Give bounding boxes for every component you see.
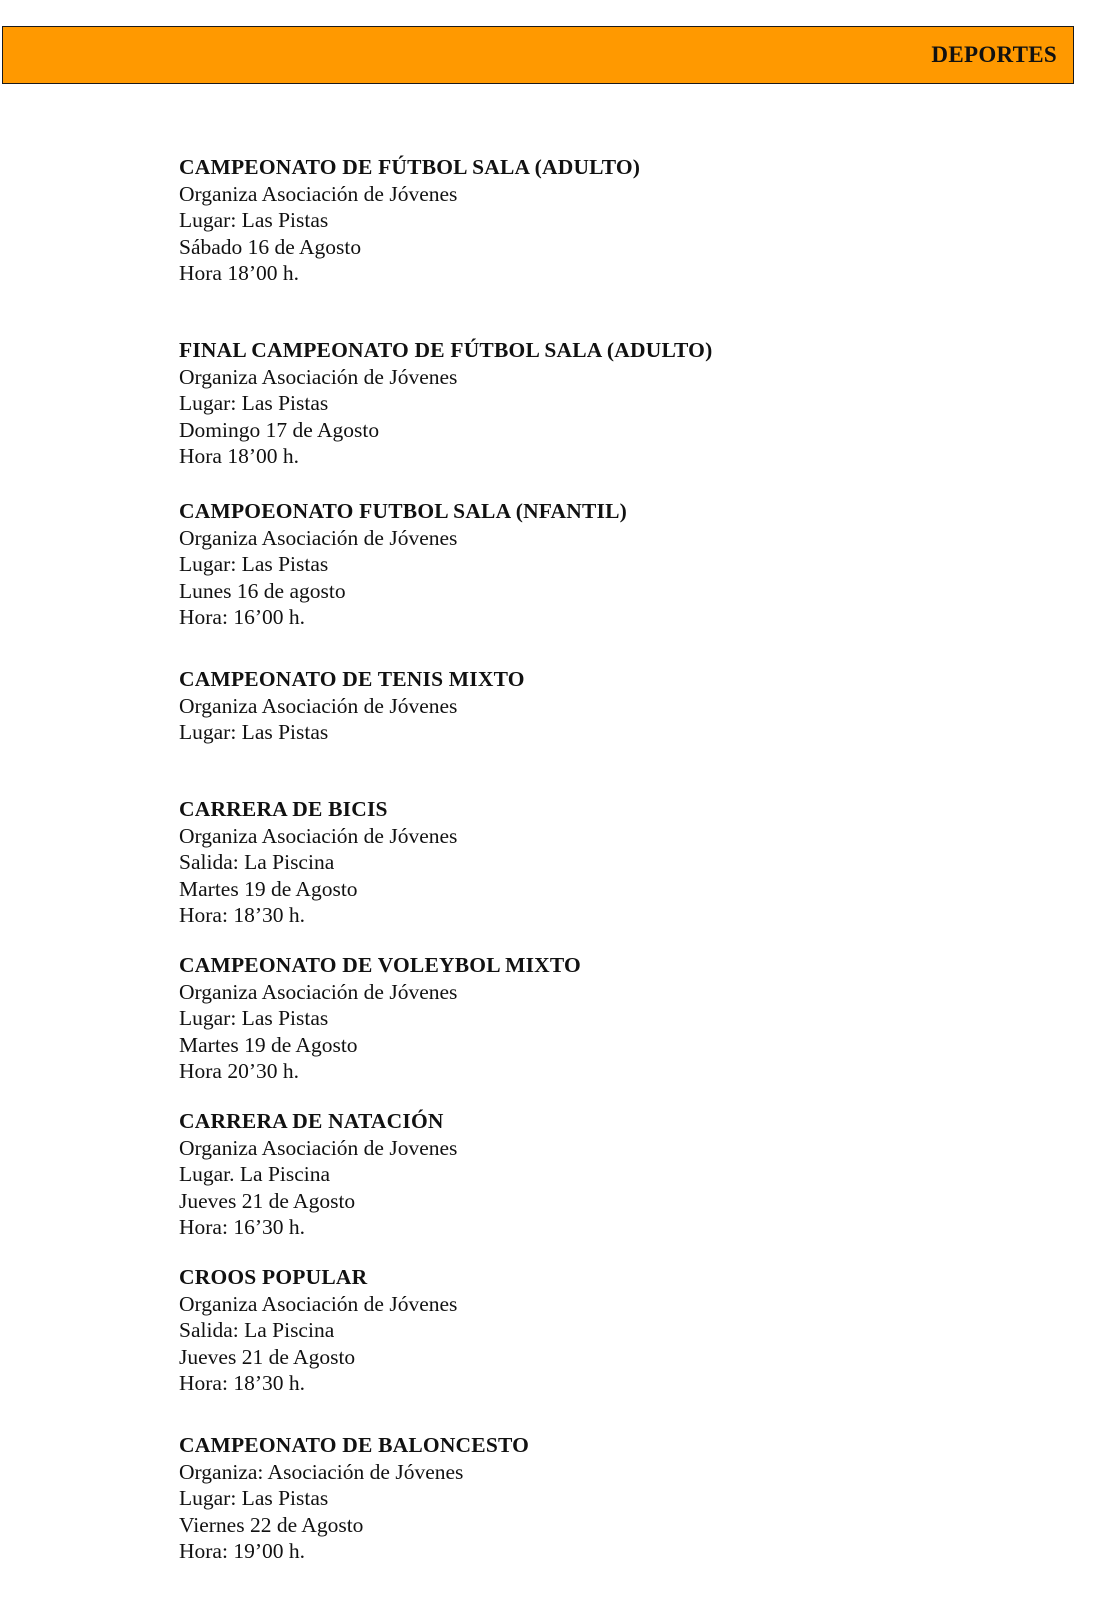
event-organizer: Organiza Asociación de Jóvenes bbox=[179, 823, 458, 848]
event-date: Domingo 17 de Agosto bbox=[179, 417, 380, 442]
event-title: CARRERA DE BICIS bbox=[179, 797, 388, 821]
event-date: Jueves 21 de Agosto bbox=[179, 1188, 356, 1213]
event-time: Hora 18’00 h. bbox=[179, 261, 300, 285]
event-location: Lugar. La Piscina bbox=[179, 1162, 331, 1186]
event-organizer: Organiza Asociación de Jóvenes bbox=[179, 693, 458, 718]
event-title: CAMPOEONATO FUTBOL SALA (NFANTIL) bbox=[179, 499, 627, 523]
event-date: Martes 19 de Agosto bbox=[179, 876, 358, 901]
event-item bbox=[179, 796, 1059, 929]
event-title: FINAL CAMPEONATO DE FÚTBOL SALA (ADULTO) bbox=[179, 338, 713, 362]
event-item bbox=[179, 1264, 1059, 1397]
event-title: CAMPEONATO DE TENIS MIXTO bbox=[179, 667, 525, 691]
event-date: Viernes 22 de Agosto bbox=[179, 1512, 364, 1537]
event-title: CROOS POPULAR bbox=[179, 1265, 368, 1289]
event-item bbox=[179, 666, 1059, 746]
event-item bbox=[179, 952, 1059, 1085]
event-organizer: Organiza Asociación de Jóvenes bbox=[179, 1291, 458, 1316]
event-location: Lugar: Las Pistas bbox=[179, 552, 329, 576]
event-title: CAMPEONATO DE FÚTBOL SALA (ADULTO) bbox=[179, 155, 641, 179]
event-organizer: Organiza Asociación de Jóvenes bbox=[179, 181, 458, 206]
event-item bbox=[179, 337, 1059, 470]
event-location: Salida: La Piscina bbox=[179, 850, 335, 874]
event-location: Salida: La Piscina bbox=[179, 1318, 335, 1342]
event-date: Sábado 16 de Agosto bbox=[179, 234, 362, 259]
section-title: DEPORTES bbox=[931, 42, 1057, 67]
event-time: Hora: 19’00 h. bbox=[179, 1539, 305, 1563]
event-title: CARRERA DE NATACIÓN bbox=[179, 1109, 444, 1133]
event-organizer: Organiza Asociación de Jóvenes bbox=[179, 364, 458, 389]
event-location: Lugar: Las Pistas bbox=[179, 391, 329, 415]
event-location: Lugar: Las Pistas bbox=[179, 1486, 329, 1510]
event-location: Lugar: Las Pistas bbox=[179, 720, 329, 744]
event-title: CAMPEONATO DE BALONCESTO bbox=[179, 1433, 530, 1457]
event-time: Hora: 16’00 h. bbox=[179, 605, 305, 629]
event-item bbox=[179, 1432, 1059, 1565]
event-organizer: Organiza: Asociación de Jóvenes bbox=[179, 1459, 464, 1484]
event-organizer: Organiza Asociación de Jóvenes bbox=[179, 979, 458, 1004]
event-date: Jueves 21 de Agosto bbox=[179, 1344, 356, 1369]
event-location: Lugar: Las Pistas bbox=[179, 208, 329, 232]
event-item bbox=[179, 154, 1059, 287]
event-title: CAMPEONATO DE VOLEYBOL MIXTO bbox=[179, 953, 581, 977]
event-time: Hora: 18’30 h. bbox=[179, 1371, 305, 1395]
section-header-bar bbox=[2, 26, 1074, 84]
event-item bbox=[179, 498, 1059, 631]
event-date: Martes 19 de Agosto bbox=[179, 1032, 358, 1057]
event-item bbox=[179, 1108, 1059, 1241]
event-organizer: Organiza Asociación de Jóvenes bbox=[179, 525, 458, 550]
event-time: Hora: 18’30 h. bbox=[179, 903, 305, 927]
event-time: Hora: 16’30 h. bbox=[179, 1215, 305, 1239]
event-time: Hora 20’30 h. bbox=[179, 1059, 300, 1083]
event-location: Lugar: Las Pistas bbox=[179, 1006, 329, 1030]
event-organizer: Organiza Asociación de Jovenes bbox=[179, 1135, 458, 1160]
event-date: Lunes 16 de agosto bbox=[179, 578, 346, 603]
event-time: Hora 18’00 h. bbox=[179, 444, 300, 468]
